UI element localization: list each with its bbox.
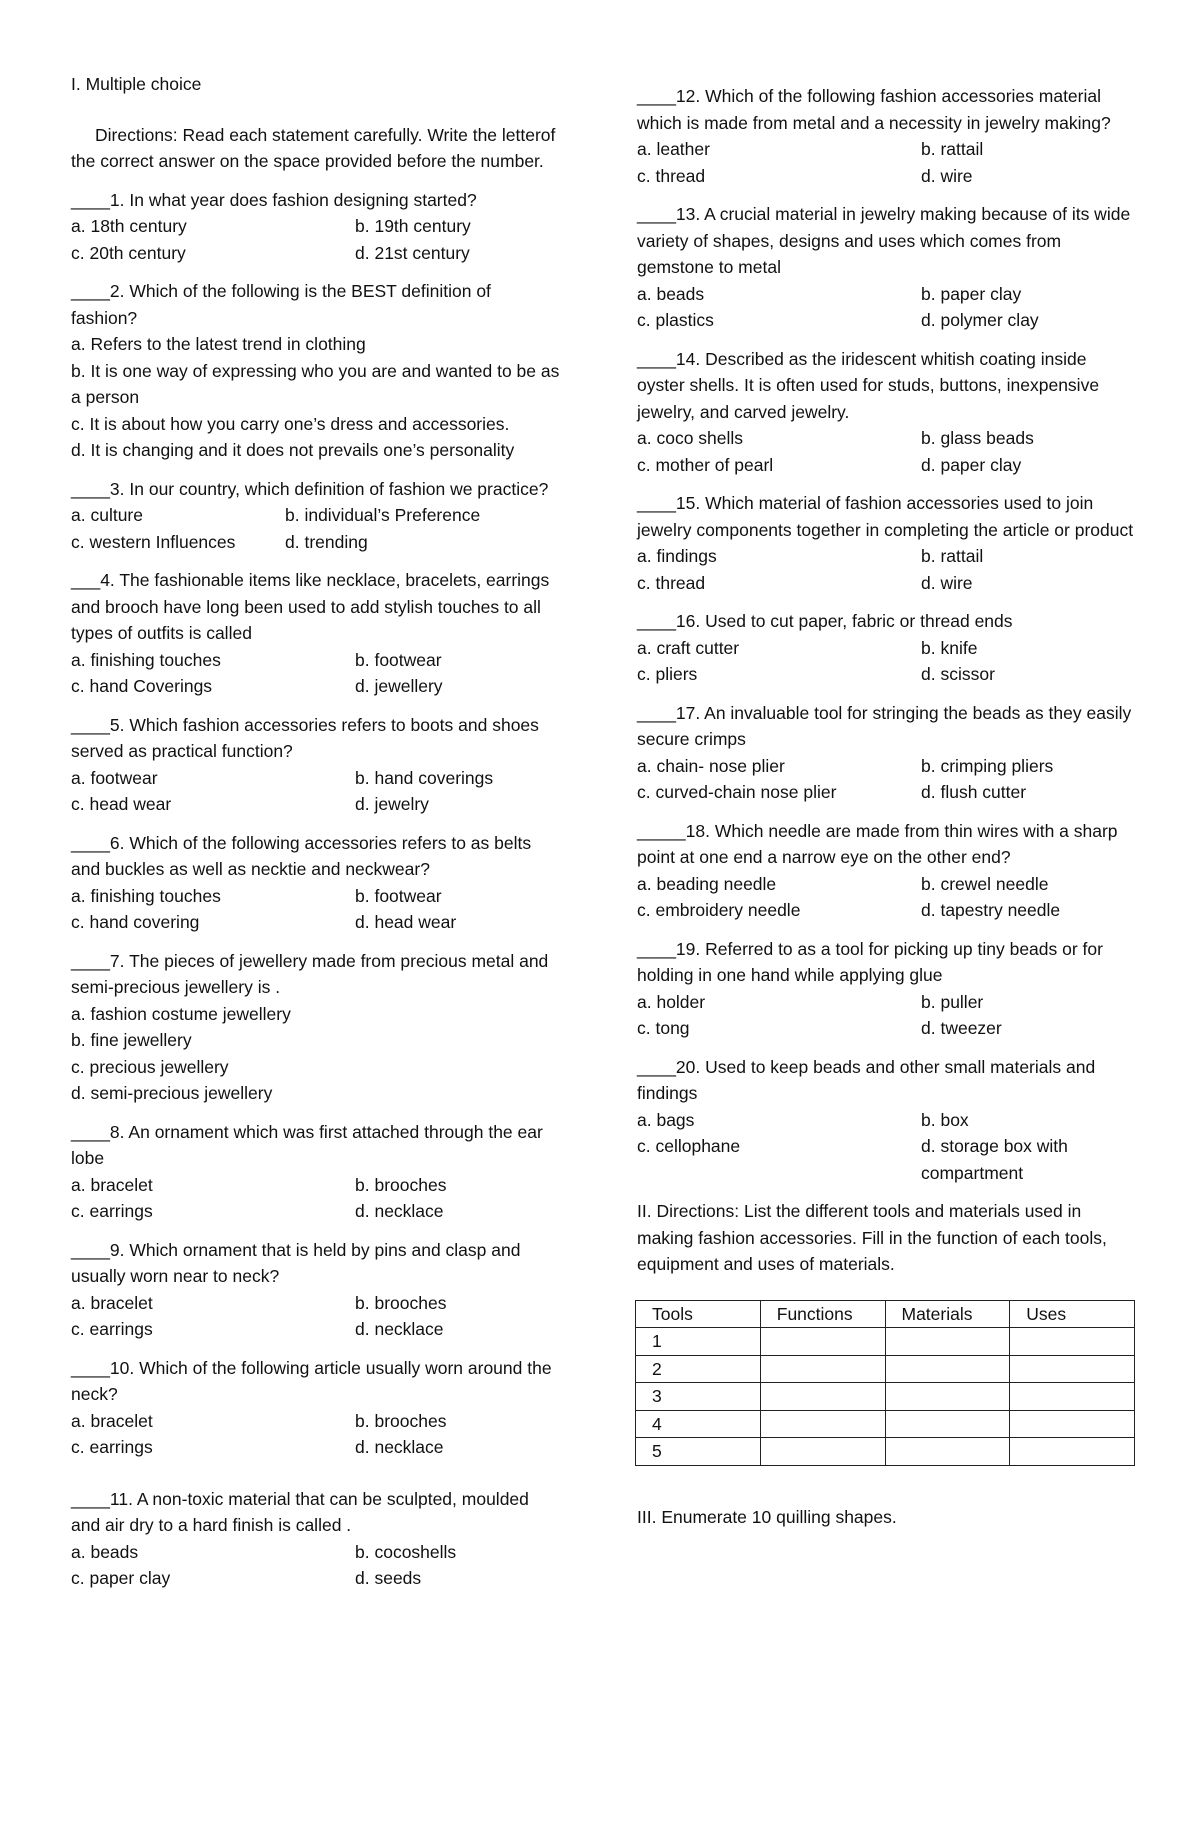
question-text: ____19. Referred to as a tool for picking up tiny beads or for holding in one hand while applying glue [637,938,1103,985]
left-questions [71,175,561,1592]
answer-option: c. hand covering [71,912,200,932]
answer-option: b. brooches [355,1410,447,1431]
row-number: 4 [636,1410,761,1438]
section-3-roman: III. [637,1506,657,1527]
answer-option: c. mother of pearl [637,454,774,475]
function-cell[interactable] [760,1438,885,1466]
function-cell[interactable] [760,1410,885,1438]
function-cell[interactable] [760,1383,885,1411]
answer-option: a. craft cutter [637,637,740,658]
answer-option: d. polymer clay [921,310,1039,330]
question-text: ____6. Which of the following accessories refers to as belts and buckles as well as necktie and neckwear? [71,832,532,879]
section-3-heading [637,1504,1137,1531]
question-block [637,1054,1137,1187]
row-number: 2 [636,1355,761,1383]
table-row [636,1328,1135,1356]
answer-option: a. chain- nose plier [637,755,785,776]
answer-option: b. hand coverings [355,767,494,788]
question-text: ____3. In our country, which definition of fashion we practice? [71,478,549,499]
table-header-materials: Materials [885,1300,1010,1328]
answer-option: c. embroidery needle [637,900,801,920]
answer-option: a. leather [637,139,710,159]
answer-options [637,1107,1137,1187]
answer-option: b. puller [921,991,984,1012]
answer-option: c. tong [637,1018,690,1038]
answer-option: c. earrings [71,1437,153,1457]
question-text: ____2. Which of the following is the BEST definition of fashion? [71,281,491,328]
answer-option: a. beads [637,283,705,304]
answer-option: a. footwear [71,767,158,788]
section-1-title: Multiple choice [80,74,202,94]
question-block [71,1119,561,1225]
answer-option: d. storage box with compartment [921,1136,1068,1183]
answer-option: d. trending [285,531,368,552]
answer-options [71,213,561,266]
answer-option: a. coco shells [637,428,744,448]
table-header-tools: Tools [636,1300,761,1328]
question-text: ____15. Which material of fashion accessories used to join jewelry components together in completing the article or product [637,493,1134,540]
question-text: ____14. Described as the iridescent whitish coating inside oyster shells. It is often used for studs, buttons, inexpensive jewelry, and carved jewelry. [637,348,1100,422]
answer-options [637,989,1137,1042]
directions-text: Directions: Read each statement carefully. Write the letterof the correct answer on the space provided before the number. [71,124,556,171]
question-text: _____18. Which needle are made from thin wires with a sharp point at one end a narrow eye on the other end? [637,820,1118,867]
answer-option: a. bags [637,1109,695,1130]
material-cell[interactable] [885,1355,1010,1383]
question-block [71,278,561,464]
material-cell[interactable] [885,1410,1010,1438]
answer-option: c. plastics [637,310,714,330]
answer-option: d. necklace [355,1201,444,1221]
question-block [71,830,561,936]
use-cell[interactable] [1010,1438,1135,1466]
answer-options [71,647,561,700]
answer-options [637,635,1137,688]
question-block [637,818,1137,924]
answer-option: b. brooches [355,1174,447,1195]
answer-option: c. precious jewellery [71,1056,229,1077]
answer-option: d. wire [921,165,973,186]
table-row [636,1410,1135,1438]
answer-options [637,281,1137,334]
answer-option: d. necklace [355,1437,444,1457]
answer-option: c. curved-chain nose plier [637,782,837,802]
table-header-uses: Uses [1010,1300,1135,1328]
answer-options [71,765,561,818]
answer-options [71,502,561,555]
question-text: ____20. Used to keep beads and other small materials and findings [637,1056,1096,1103]
answer-option: c. thread [637,572,706,593]
answer-option: d. jewelry [355,794,429,814]
question-block [637,936,1137,1042]
answer-option: c. earrings [71,1319,153,1339]
answer-option: d. flush cutter [921,782,1027,802]
use-cell[interactable] [1010,1328,1135,1356]
question-block [637,608,1137,688]
section-2-roman: II. [637,1201,652,1221]
answer-option: c. western Influences [71,531,236,552]
function-cell[interactable] [760,1355,885,1383]
table-row [636,1355,1135,1383]
question-block [637,201,1137,334]
section-2-text: Directions: List the different tools and materials used in making fashion accessories. Fill in the function of each tools, equipment and uses of materials. [637,1201,1107,1274]
left-column [71,71,561,1592]
answer-options [71,1290,561,1343]
right-column [637,71,1137,1530]
question-block [637,83,1137,189]
question-block [637,346,1137,479]
tools-materials-table [635,1300,1135,1466]
function-cell[interactable] [760,1328,885,1356]
right-questions [637,71,1137,1186]
answer-option: a. finishing touches [71,885,221,906]
section-1-heading [71,71,561,98]
answer-option: c. head wear [71,794,172,814]
answer-option: b. cocoshells [355,1541,457,1562]
answer-option: d. head wear [355,912,457,932]
question-text: ____1. In what year does fashion designing started? [71,189,477,210]
answer-option: c. earrings [71,1201,153,1221]
question-text: ____11. A non-toxic material that can be sculpted, moulded and air dry to a hard finish is called . [71,1488,529,1535]
answer-option: a. fashion costume jewellery [71,1003,291,1024]
answer-option: c. It is about how you carry one’s dress and accessories. [71,413,510,434]
answer-option: b. individual’s Preference [285,505,481,525]
answer-option: a. beading needle [637,873,777,894]
table-row [636,1438,1135,1466]
answer-option: d. seeds [355,1568,422,1588]
use-cell[interactable] [1010,1355,1135,1383]
answer-option: a. 18th century [71,216,187,236]
question-block [71,1237,561,1343]
answer-options [637,753,1137,806]
question-block [637,700,1137,806]
answer-option: a. Refers to the latest trend in clothing [71,334,366,354]
answer-option: c. thread [637,165,706,186]
answer-option: b. rattail [921,139,984,159]
answer-option: c. 20th century [71,242,186,263]
answer-option: d. 21st century [355,242,470,263]
answer-option: a. bracelet [71,1174,153,1195]
answer-option: d. semi-precious jewellery [71,1083,273,1103]
answer-option: d. tapestry needle [921,900,1061,920]
answer-option: a. finishing touches [71,649,221,670]
answer-option: b. footwear [355,885,442,906]
answer-option: a. findings [637,546,717,566]
answer-option: d. It is changing and it does not prevails one’s personality [71,440,515,460]
answer-option: b. box [921,1109,969,1130]
answer-option: d. necklace [355,1319,444,1339]
answer-option: c. paper clay [71,1568,171,1588]
answer-option: d. jewellery [355,676,443,696]
question-block [71,476,561,556]
question-text: ____16. Used to cut paper, fabric or thread ends [637,611,1013,631]
answer-option: b. footwear [355,649,442,670]
answer-option: c. pliers [637,664,698,684]
material-cell[interactable] [885,1328,1010,1356]
answer-option: d. scissor [921,664,995,684]
answer-option: a. beads [71,1541,139,1562]
table-header-row [636,1300,1135,1328]
answer-option: b. glass beads [921,428,1034,448]
question-text: ____10. Which of the following article usually worn around the neck? [71,1357,552,1404]
answer-options [637,425,1137,478]
question-text: ____12. Which of the following fashion accessories material which is made from metal and a necessity in jewelry making? [637,86,1111,133]
answer-option: b. 19th century [355,216,471,236]
material-cell[interactable] [885,1383,1010,1411]
section-1-roman: I. [71,74,81,94]
answer-option: b. crimping pliers [921,755,1054,776]
question-block [71,187,561,267]
answer-options [71,1408,561,1461]
question-block [71,712,561,818]
section-3-text: Enumerate 10 quilling shapes. [656,1506,897,1527]
answer-option: b. brooches [355,1292,447,1313]
question-text: ____17. An invaluable tool for stringing the beads as they easily secure crimps [637,702,1132,749]
row-number: 5 [636,1438,761,1466]
material-cell[interactable] [885,1438,1010,1466]
answer-option: b. paper clay [921,283,1022,304]
question-block [637,490,1137,596]
use-cell[interactable] [1010,1383,1135,1411]
answer-options [637,136,1137,189]
answer-option: b. fine jewellery [71,1030,192,1050]
question-text: ___4. The fashionable items like necklace, bracelets, earrings and brooch have long been used to add stylish touches to all types of outfits is called [71,570,550,643]
question-block [71,1355,561,1461]
answer-options [71,1172,561,1225]
answer-option: b. It is one way of expressing who you are and wanted to be as a person [71,360,560,407]
question-text: ____7. The pieces of jewellery made from precious metal and semi-precious jewellery is . [71,950,549,997]
answer-option: a. bracelet [71,1292,153,1313]
answer-options [71,1539,561,1592]
answer-option: c. hand Coverings [71,676,213,696]
question-text: ____8. An ornament which was first attached through the ear lobe [71,1121,543,1168]
question-text: ____13. A crucial material in jewelry making because of its wide variety of shapes, designs and uses which comes from gemstone to metal [637,204,1131,277]
answer-options [71,883,561,936]
answer-option: d. wire [921,572,973,593]
question-block [71,567,561,700]
section-2-directions [637,1198,1137,1278]
answer-option: b. crewel needle [921,873,1049,894]
table-header-functions: Functions [760,1300,885,1328]
answer-option: d. tweezer [921,1018,1002,1038]
answer-option: b. knife [921,637,978,658]
answer-option: a. bracelet [71,1410,153,1431]
question-text: ____5. Which fashion accessories refers to boots and shoes served as practical function? [71,714,539,761]
table-row [636,1383,1135,1411]
row-number: 1 [636,1328,761,1356]
question-block [71,948,561,1107]
answer-options [637,871,1137,924]
answer-options [637,543,1137,596]
answer-option: d. paper clay [921,454,1022,475]
row-number: 3 [636,1383,761,1411]
answer-option: a. holder [637,991,706,1012]
question-text: ____9. Which ornament that is held by pins and clasp and usually worn near to neck? [71,1239,521,1286]
question-block [71,1486,561,1592]
answer-option: c. cellophane [637,1136,741,1156]
use-cell[interactable] [1010,1410,1135,1438]
answer-option: b. rattail [921,546,984,566]
answer-option: a. culture [71,505,143,525]
